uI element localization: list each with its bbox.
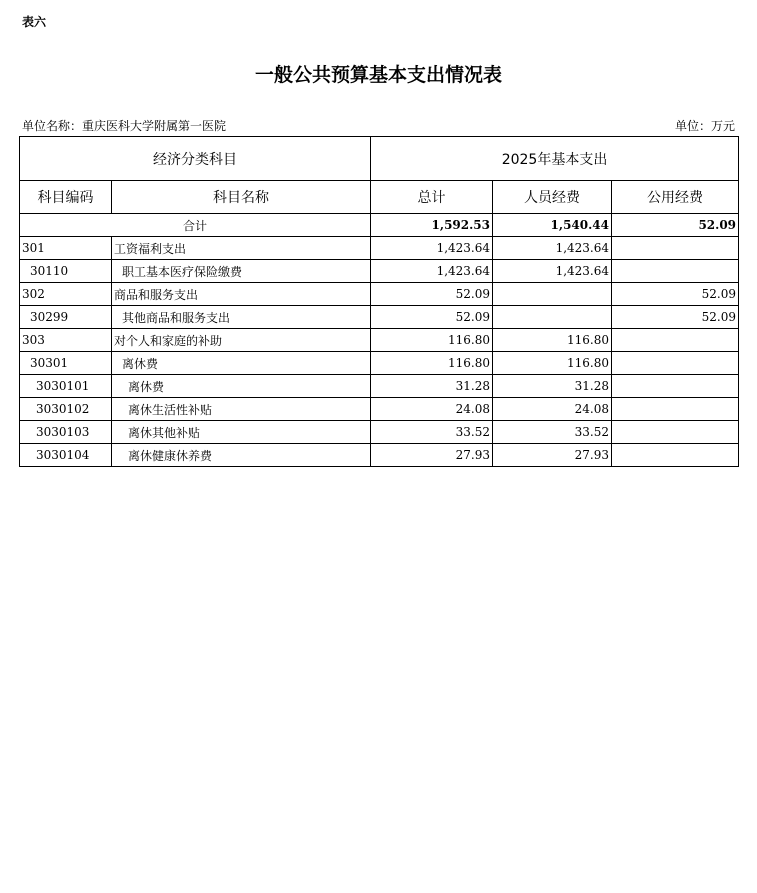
table-row [20,329,739,352]
row-total: 1,423.64 [371,237,493,260]
row-personnel: 33.52 [493,421,612,444]
row-name: 对个人和家庭的补助 [112,329,371,352]
table-row [20,421,739,444]
row-personnel [493,283,612,306]
row-code: 3030101 [20,375,112,398]
row-public [612,421,739,444]
row-name: 工资福利支出 [112,237,371,260]
row-name: 其他商品和服务支出 [112,306,371,329]
row-personnel [493,306,612,329]
row-public [612,237,739,260]
row-name: 离休生活性补贴 [112,398,371,421]
row-code: 30110 [20,260,112,283]
table-row [20,352,739,375]
row-total: 33.52 [371,421,493,444]
total-label: 合计 [20,214,371,237]
budget-table [19,136,739,467]
row-total: 1,423.64 [371,260,493,283]
row-code: 30301 [20,352,112,375]
row-personnel: 27.93 [493,444,612,467]
row-public [612,352,739,375]
total-row [20,214,739,237]
row-code: 30299 [20,306,112,329]
row-public [612,329,739,352]
row-name: 离休其他补贴 [112,421,371,444]
row-name: 离休健康休养费 [112,444,371,467]
row-personnel: 116.80 [493,329,612,352]
table-row [20,306,739,329]
total-total: 1,592.53 [371,214,493,237]
total-personnel: 1,540.44 [493,214,612,237]
total-public: 52.09 [612,214,739,237]
unit-name-label: 单位名称：重庆医科大学附属第一医院 [22,119,227,133]
table-row [20,237,739,260]
row-total: 52.09 [371,306,493,329]
row-personnel: 31.28 [493,375,612,398]
row-total: 27.93 [371,444,493,467]
row-total: 31.28 [371,375,493,398]
table-tag: 表六 [22,15,47,29]
row-personnel: 116.80 [493,352,612,375]
row-total: 52.09 [371,283,493,306]
row-code: 3030104 [20,444,112,467]
row-public: 52.09 [612,306,739,329]
header-basic-expenditure: 2025年基本支出 [371,137,739,181]
header-name: 科目名称 [112,181,371,214]
header-total: 总计 [371,181,493,214]
row-total: 24.08 [371,398,493,421]
row-code: 3030102 [20,398,112,421]
row-name: 离休费 [112,352,371,375]
row-total: 116.80 [371,329,493,352]
row-code: 303 [20,329,112,352]
row-personnel: 24.08 [493,398,612,421]
row-public [612,444,739,467]
row-public [612,260,739,283]
header-economic-category: 经济分类科目 [20,137,371,181]
row-public [612,375,739,398]
table-row [20,283,739,306]
table-row [20,260,739,283]
row-public [612,398,739,421]
table-row [20,444,739,467]
row-total: 116.80 [371,352,493,375]
row-name: 职工基本医疗保险缴费 [112,260,371,283]
table-row [20,375,739,398]
header-personnel: 人员经费 [493,181,612,214]
row-public: 52.09 [612,283,739,306]
row-code: 302 [20,283,112,306]
page-title: 一般公共预算基本支出情况表 [254,64,502,86]
row-code: 301 [20,237,112,260]
row-code: 3030103 [20,421,112,444]
row-personnel: 1,423.64 [493,260,612,283]
header-code: 科目编码 [20,181,112,214]
row-personnel: 1,423.64 [493,237,612,260]
row-name: 商品和服务支出 [112,283,371,306]
table-row [20,398,739,421]
row-name: 离休费 [112,375,371,398]
header-public: 公用经费 [612,181,739,214]
unit-label: 单位：万元 [674,119,735,133]
